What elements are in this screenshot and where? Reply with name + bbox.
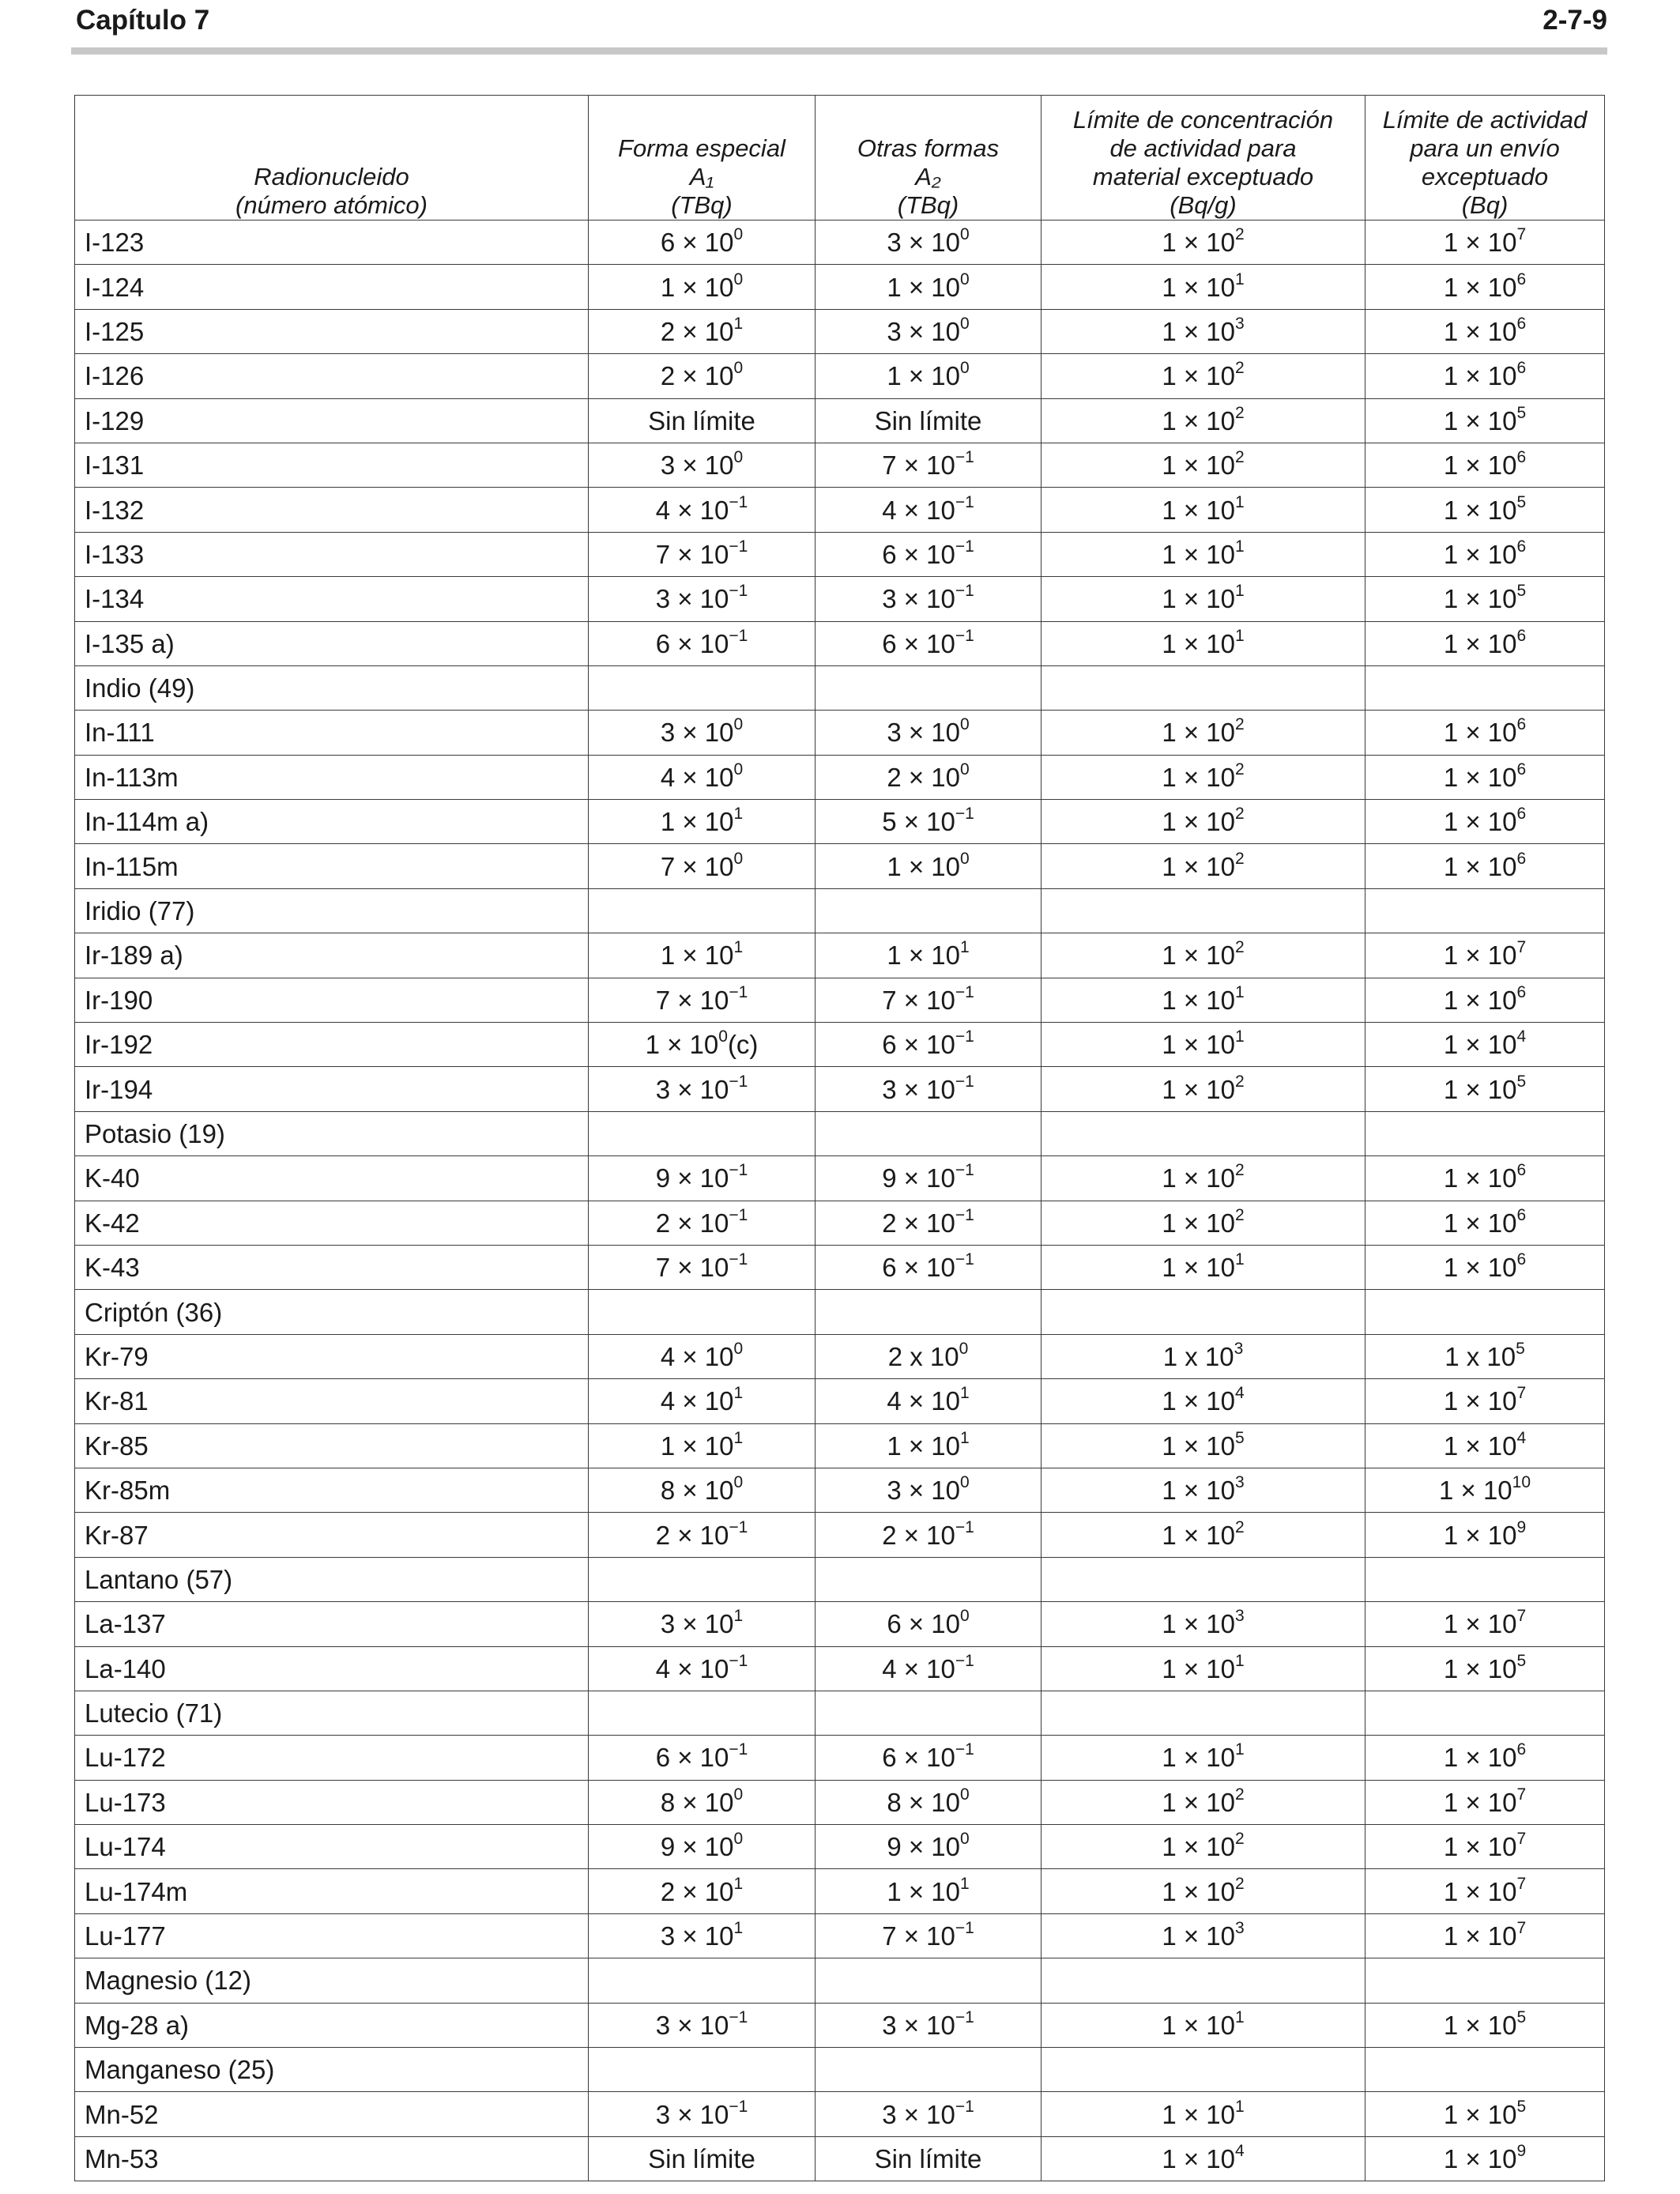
activity-limit-cell: $1 \times 10^6$: [1365, 1245, 1605, 1289]
header-line: Otras formas: [857, 134, 1000, 162]
radionuclide-cell: Kr-81: [75, 1379, 589, 1423]
special-form-a1-cell: $3 \times 10^0$: [589, 443, 816, 487]
other-forms-a2-cell: $1 \times 10^0$: [816, 354, 1042, 398]
radionuclide-cell: I-123: [75, 221, 589, 265]
concentration-limit-cell: [1042, 1691, 1365, 1735]
activity-limit-cell: $1 \times 10^5$: [1365, 398, 1605, 443]
header-line: (Bq): [1461, 191, 1509, 219]
other-forms-a2-cell: $1 \times 10^1$: [816, 1869, 1042, 1913]
table-row: [75, 2136, 1605, 2181]
activity-limit-cell: [1365, 1111, 1605, 1155]
table-row: [75, 443, 1605, 487]
activity-limit-cell: $1 \times 10^5$: [1365, 488, 1605, 532]
radionuclide-cell: Manganeso (25): [75, 2048, 589, 2092]
radionuclide-cell: Kr-79: [75, 1334, 589, 1378]
concentration-limit-cell: [1042, 665, 1365, 710]
concentration-limit-cell: $1 \times 10^2$: [1042, 1156, 1365, 1201]
special-form-a1-cell: $1 \times 10^0$: [589, 265, 816, 309]
activity-limit-cell: $1 \times 10^6$: [1365, 265, 1605, 309]
header-line: (Bq/g): [1170, 191, 1237, 219]
other-forms-a2-cell: $7 \times 10^{-1}$: [816, 443, 1042, 487]
radionuclide-cell: Lantano (57): [75, 1557, 589, 1601]
special-form-a1-cell: $8 \times 10^0$: [589, 1468, 816, 1512]
other-forms-a2-cell: $2 \times 10^{-1}$: [816, 1201, 1042, 1245]
other-forms-a2-cell: $6 \times 10^{-1}$: [816, 1245, 1042, 1289]
element-group-row: [75, 1958, 1605, 2003]
radionuclide-cell: Ir-189 a): [75, 933, 589, 978]
radionuclide-cell: K-43: [75, 1245, 589, 1289]
concentration-limit-cell: $1 \times 10^1$: [1042, 1646, 1365, 1691]
table-row: [75, 577, 1605, 621]
activity-limit-cell: $1 \times 10^6$: [1365, 443, 1605, 487]
special-form-a1-cell: $3 \times 10^1$: [589, 1913, 816, 1958]
other-forms-a2-cell: $4 \times 10^1$: [816, 1379, 1042, 1423]
header-line: Radionucleido: [254, 163, 409, 190]
activity-limit-cell: 1 x $10^5$: [1365, 1334, 1605, 1378]
radionuclide-cell: I-135 a): [75, 621, 589, 665]
concentration-limit-cell: [1042, 1958, 1365, 2003]
special-form-a1-cell: $2 \times 10^{-1}$: [589, 1201, 816, 1245]
activity-limit-cell: $1 \times 10^5$: [1365, 577, 1605, 621]
table-row: [75, 1245, 1605, 1289]
special-form-a1-cell: $2 \times 10^0$: [589, 354, 816, 398]
other-forms-a2-cell: [816, 888, 1042, 933]
table-row: [75, 309, 1605, 353]
other-forms-a2-cell: $7 \times 10^{-1}$: [816, 978, 1042, 1022]
table-row: [75, 1602, 1605, 1646]
other-forms-a2-cell: $2 \times 10^{-1}$: [816, 1513, 1042, 1557]
special-form-a1-cell: $9 \times 10^{-1}$: [589, 1156, 816, 1201]
special-form-a1-cell: Sin límite: [589, 398, 816, 443]
chapter-title: Capítulo 7: [76, 5, 210, 36]
table-row: [75, 1913, 1605, 1958]
other-forms-a2-cell: $5 \times 10^{-1}$: [816, 800, 1042, 844]
concentration-limit-cell: [1042, 2048, 1365, 2092]
activity-limit-cell: $1 \times 10^7$: [1365, 1869, 1605, 1913]
other-forms-a2-cell: $3 \times 10^0$: [816, 1468, 1042, 1512]
special-form-a1-cell: $3 \times 10^{-1}$: [589, 577, 816, 621]
concentration-limit-cell: [1042, 888, 1365, 933]
radionuclide-cell: Potasio (19): [75, 1111, 589, 1155]
activity-limit-cell: [1365, 1290, 1605, 1334]
header-line: A₂: [915, 163, 941, 190]
activity-limit-cell: $1 \times 10^6$: [1365, 755, 1605, 799]
element-group-row: [75, 1557, 1605, 1601]
header-rule: [71, 47, 1607, 55]
activity-limit-cell: $1 \times 10^5$: [1365, 1646, 1605, 1691]
special-form-a1-cell: [589, 665, 816, 710]
concentration-limit-cell: $1 \times 10^3$: [1042, 1913, 1365, 1958]
other-forms-a2-cell: Sin límite: [816, 398, 1042, 443]
concentration-limit-cell: $1 \times 10^5$: [1042, 1423, 1365, 1468]
other-forms-a2-cell: $3 \times 10^0$: [816, 309, 1042, 353]
activity-limit-cell: $1 \times 10^7$: [1365, 933, 1605, 978]
radionuclide-cell: Mg-28 a): [75, 2003, 589, 2047]
activity-limit-cell: $1 \times 10^5$: [1365, 2092, 1605, 2136]
radionuclide-cell: Criptón (36): [75, 1290, 589, 1334]
radionuclide-cell: Lu-174m: [75, 1869, 589, 1913]
element-group-row: [75, 2048, 1605, 2092]
header-other-forms: [816, 96, 1042, 221]
concentration-limit-cell: $1 \times 10^2$: [1042, 800, 1365, 844]
concentration-limit-cell: $1 \times 10^2$: [1042, 711, 1365, 755]
table-row: [75, 398, 1605, 443]
radionuclide-cell: In-114m a): [75, 800, 589, 844]
page-header: [71, 3, 1607, 47]
activity-limit-cell: $1 \times 10^7$: [1365, 1379, 1605, 1423]
special-form-a1-cell: $2 \times 10^1$: [589, 309, 816, 353]
radionuclide-cell: Lu-174: [75, 1825, 589, 1869]
other-forms-a2-cell: [816, 1111, 1042, 1155]
table-row: [75, 1513, 1605, 1557]
concentration-limit-cell: $1 \times 10^2$: [1042, 1869, 1365, 1913]
table-row: [75, 1825, 1605, 1869]
concentration-limit-cell: 1 x $10^3$: [1042, 1334, 1365, 1378]
header-special-form: [589, 96, 816, 221]
special-form-a1-cell: $4 \times 10^{-1}$: [589, 488, 816, 532]
other-forms-a2-cell: $9 \times 10^{-1}$: [816, 1156, 1042, 1201]
header-line: de actividad para: [1109, 134, 1297, 162]
radionuclide-cell: I-125: [75, 309, 589, 353]
radionuclide-cell: La-140: [75, 1646, 589, 1691]
header-line: A₁: [689, 163, 714, 190]
other-forms-a2-cell: [816, 2048, 1042, 2092]
table-row: [75, 1067, 1605, 1111]
table-row: [75, 1780, 1605, 1824]
table-row: [75, 800, 1605, 844]
concentration-limit-cell: $1 \times 10^1$: [1042, 621, 1365, 665]
special-form-a1-cell: $8 \times 10^0$: [589, 1780, 816, 1824]
table-row: [75, 1023, 1605, 1067]
activity-limit-cell: [1365, 1691, 1605, 1735]
concentration-limit-cell: $1 \times 10^2$: [1042, 1825, 1365, 1869]
header-line: exceptuado: [1421, 163, 1549, 190]
table-body: [75, 221, 1605, 2181]
other-forms-a2-cell: $3 \times 10^{-1}$: [816, 2092, 1042, 2136]
concentration-limit-cell: $1 \times 10^2$: [1042, 844, 1365, 888]
activity-limit-cell: $1 \times 10^4$: [1365, 1423, 1605, 1468]
concentration-limit-cell: $1 \times 10^1$: [1042, 488, 1365, 532]
radionuclide-cell: Ir-192: [75, 1023, 589, 1067]
activity-limit-cell: $1 \times 10^7$: [1365, 1780, 1605, 1824]
radionuclide-cell: Kr-85m: [75, 1468, 589, 1512]
activity-limit-cell: $1 \times 10^6$: [1365, 1736, 1605, 1780]
concentration-limit-cell: $1 \times 10^2$: [1042, 398, 1365, 443]
other-forms-a2-cell: $3 \times 10^{-1}$: [816, 1067, 1042, 1111]
concentration-limit-cell: $1 \times 10^1$: [1042, 1245, 1365, 1289]
activity-limit-cell: $1 \times 10^7$: [1365, 1825, 1605, 1869]
activity-limit-cell: $1 \times 10^7$: [1365, 1913, 1605, 1958]
other-forms-a2-cell: [816, 1557, 1042, 1601]
other-forms-a2-cell: $3 \times 10^{-1}$: [816, 2003, 1042, 2047]
other-forms-a2-cell: $1 \times 10^0$: [816, 844, 1042, 888]
other-forms-a2-cell: $4 \times 10^{-1}$: [816, 488, 1042, 532]
activity-limit-cell: [1365, 1958, 1605, 2003]
concentration-limit-cell: $1 \times 10^4$: [1042, 2136, 1365, 2181]
radionuclide-cell: In-111: [75, 711, 589, 755]
radionuclide-cell: I-124: [75, 265, 589, 309]
concentration-limit-cell: $1 \times 10^2$: [1042, 755, 1365, 799]
other-forms-a2-cell: $1 \times 10^1$: [816, 933, 1042, 978]
table-row: [75, 2003, 1605, 2047]
special-form-a1-cell: [589, 1691, 816, 1735]
radionuclide-cell: Lutecio (71): [75, 1691, 589, 1735]
other-forms-a2-cell: $7 \times 10^{-1}$: [816, 1913, 1042, 1958]
other-forms-a2-cell: [816, 1958, 1042, 2003]
activity-limit-cell: $1 \times 10^6$: [1365, 978, 1605, 1022]
special-form-a1-cell: [589, 1557, 816, 1601]
table-row: [75, 1736, 1605, 1780]
special-form-a1-cell: $9 \times 10^0$: [589, 1825, 816, 1869]
other-forms-a2-cell: $3 \times 10^0$: [816, 711, 1042, 755]
special-form-a1-cell: $4 \times 10^{-1}$: [589, 1646, 816, 1691]
special-form-a1-cell: $1 \times 10^1$: [589, 933, 816, 978]
radionuclide-cell: Kr-87: [75, 1513, 589, 1557]
radionuclide-cell: I-134: [75, 577, 589, 621]
header-line: (TBq): [897, 191, 959, 219]
concentration-limit-cell: $1 \times 10^3$: [1042, 1468, 1365, 1512]
concentration-limit-cell: $1 \times 10^3$: [1042, 1602, 1365, 1646]
other-forms-a2-cell: [816, 1691, 1042, 1735]
table-row: [75, 933, 1605, 978]
concentration-limit-cell: [1042, 1290, 1365, 1334]
activity-limit-cell: $1 \times 10^6$: [1365, 844, 1605, 888]
concentration-limit-cell: $1 \times 10^4$: [1042, 1379, 1365, 1423]
activity-limit-cell: $1 \times 10^5$: [1365, 1067, 1605, 1111]
other-forms-a2-cell: $6 \times 10^{-1}$: [816, 532, 1042, 576]
radionuclide-cell: K-42: [75, 1201, 589, 1245]
activity-limit-cell: $1 \times 10^7$: [1365, 221, 1605, 265]
activity-limit-cell: $1 \times 10^4$: [1365, 1023, 1605, 1067]
header-line: material exceptuado: [1092, 163, 1314, 190]
special-form-a1-cell: $4 \times 10^0$: [589, 1334, 816, 1378]
other-forms-a2-cell: [816, 665, 1042, 710]
special-form-a1-cell: $7 \times 10^{-1}$: [589, 532, 816, 576]
header-line: Límite de concentración: [1072, 106, 1334, 134]
concentration-limit-cell: $1 \times 10^2$: [1042, 933, 1365, 978]
special-form-a1-cell: $1 \times 10^1$: [589, 1423, 816, 1468]
table-row: [75, 621, 1605, 665]
concentration-limit-cell: $1 \times 10^2$: [1042, 354, 1365, 398]
special-form-a1-cell: [589, 1111, 816, 1155]
special-form-a1-cell: $7 \times 10^{-1}$: [589, 1245, 816, 1289]
table-row: [75, 844, 1605, 888]
other-forms-a2-cell: $6 \times 10^{-1}$: [816, 621, 1042, 665]
concentration-limit-cell: $1 \times 10^2$: [1042, 443, 1365, 487]
activity-limit-cell: $1 \times 10^9$: [1365, 1513, 1605, 1557]
other-forms-a2-cell: Sin límite: [816, 2136, 1042, 2181]
header-radionuclide: [75, 96, 589, 221]
special-form-a1-cell: $1 \times 10^0(c)$: [589, 1023, 816, 1067]
header-activity-limit: [1365, 96, 1605, 221]
special-form-a1-cell: $2 \times 10^{-1}$: [589, 1513, 816, 1557]
header-line: (TBq): [671, 191, 733, 219]
other-forms-a2-cell: $6 \times 10^{-1}$: [816, 1736, 1042, 1780]
activity-limit-cell: $1 \times 10^6$: [1365, 1201, 1605, 1245]
activity-limit-cell: [1365, 1557, 1605, 1601]
table-row: [75, 1201, 1605, 1245]
radionuclide-cell: I-126: [75, 354, 589, 398]
concentration-limit-cell: $1 \times 10^1$: [1042, 2092, 1365, 2136]
special-form-a1-cell: $2 \times 10^1$: [589, 1869, 816, 1913]
activity-limit-cell: $1 \times 10^6$: [1365, 1156, 1605, 1201]
concentration-limit-cell: $1 \times 10^3$: [1042, 309, 1365, 353]
special-form-a1-cell: [589, 888, 816, 933]
special-form-a1-cell: $4 \times 10^0$: [589, 755, 816, 799]
activity-limit-cell: $1 \times 10^6$: [1365, 711, 1605, 755]
special-form-a1-cell: $3 \times 10^1$: [589, 1602, 816, 1646]
table-row: [75, 1869, 1605, 1913]
concentration-limit-cell: $1 \times 10^2$: [1042, 1780, 1365, 1824]
radionuclide-cell: In-115m: [75, 844, 589, 888]
header-line: (número atómico): [235, 191, 428, 219]
special-form-a1-cell: $3 \times 10^{-1}$: [589, 2003, 816, 2047]
table-header-row: [75, 96, 1605, 221]
concentration-limit-cell: $1 \times 10^1$: [1042, 2003, 1365, 2047]
table-row: [75, 711, 1605, 755]
radionuclide-cell: Lu-172: [75, 1736, 589, 1780]
table-row: [75, 1468, 1605, 1512]
activity-limit-cell: $1 \times 10^6$: [1365, 621, 1605, 665]
concentration-limit-cell: $1 \times 10^1$: [1042, 577, 1365, 621]
activity-limit-cell: $1 \times 10^6$: [1365, 309, 1605, 353]
special-form-a1-cell: $7 \times 10^0$: [589, 844, 816, 888]
table-row: [75, 221, 1605, 265]
other-forms-a2-cell: $8 \times 10^0$: [816, 1780, 1042, 1824]
concentration-limit-cell: $1 \times 10^2$: [1042, 221, 1365, 265]
concentration-limit-cell: [1042, 1111, 1365, 1155]
other-forms-a2-cell: $1 \times 10^1$: [816, 1423, 1042, 1468]
other-forms-a2-cell: $6 \times 10^{-1}$: [816, 1023, 1042, 1067]
radionuclide-cell: La-137: [75, 1602, 589, 1646]
concentration-limit-cell: $1 \times 10^1$: [1042, 978, 1365, 1022]
other-forms-a2-cell: $3 \times 10^{-1}$: [816, 577, 1042, 621]
concentration-limit-cell: $1 \times 10^1$: [1042, 1023, 1365, 1067]
header-line: para un envío: [1410, 134, 1560, 162]
other-forms-a2-cell: [816, 1290, 1042, 1334]
activity-limit-cell: [1365, 2048, 1605, 2092]
special-form-a1-cell: $6 \times 10^{-1}$: [589, 621, 816, 665]
concentration-limit-cell: $1 \times 10^2$: [1042, 1067, 1365, 1111]
activity-limit-cell: $1 \times 10^9$: [1365, 2136, 1605, 2181]
radionuclide-cell: Mn-53: [75, 2136, 589, 2181]
table-row: [75, 532, 1605, 576]
concentration-limit-cell: $1 \times 10^1$: [1042, 265, 1365, 309]
table-row: [75, 488, 1605, 532]
page-number: 2-7-9: [1543, 5, 1607, 36]
radionuclide-cell: Ir-194: [75, 1067, 589, 1111]
special-form-a1-cell: [589, 1290, 816, 1334]
radionuclide-cell: I-129: [75, 398, 589, 443]
radionuclide-cell: Magnesio (12): [75, 1958, 589, 2003]
radionuclide-cell: I-133: [75, 532, 589, 576]
special-form-a1-cell: $1 \times 10^1$: [589, 800, 816, 844]
element-group-row: [75, 1290, 1605, 1334]
table-row: [75, 2092, 1605, 2136]
table-row: [75, 1379, 1605, 1423]
radionuclide-cell: Mn-52: [75, 2092, 589, 2136]
header-concentration-limit: [1042, 96, 1365, 221]
special-form-a1-cell: [589, 2048, 816, 2092]
radionuclide-cell: Kr-85: [75, 1423, 589, 1468]
other-forms-a2-cell: $9 \times 10^0$: [816, 1825, 1042, 1869]
table-row: [75, 978, 1605, 1022]
table-row: [75, 265, 1605, 309]
special-form-a1-cell: $6 \times 10^{-1}$: [589, 1736, 816, 1780]
other-forms-a2-cell: $2 \times 10^0$: [816, 755, 1042, 799]
header-line: Forma especial: [618, 134, 785, 162]
radionuclide-cell: I-131: [75, 443, 589, 487]
radionuclide-cell: Ir-190: [75, 978, 589, 1022]
concentration-limit-cell: $1 \times 10^1$: [1042, 1736, 1365, 1780]
table-row: [75, 1423, 1605, 1468]
other-forms-a2-cell: $1 \times 10^0$: [816, 265, 1042, 309]
other-forms-a2-cell: 2 x $10^0$: [816, 1334, 1042, 1378]
activity-limit-cell: $1 \times 10^7$: [1365, 1602, 1605, 1646]
other-forms-a2-cell: $6 \times 10^0$: [816, 1602, 1042, 1646]
table-row: [75, 354, 1605, 398]
activity-limit-cell: $1 \times 10^6$: [1365, 354, 1605, 398]
radionuclide-cell: I-132: [75, 488, 589, 532]
activity-limit-cell: [1365, 665, 1605, 710]
special-form-a1-cell: [589, 1958, 816, 2003]
element-group-row: [75, 665, 1605, 710]
table-row: [75, 1334, 1605, 1378]
table-row: [75, 1156, 1605, 1201]
concentration-limit-cell: [1042, 1557, 1365, 1601]
radionuclide-cell: K-40: [75, 1156, 589, 1201]
radionuclide-cell: Indio (49): [75, 665, 589, 710]
special-form-a1-cell: $3 \times 10^{-1}$: [589, 2092, 816, 2136]
activity-limit-cell: $1 \times 10^6$: [1365, 800, 1605, 844]
special-form-a1-cell: $3 \times 10^0$: [589, 711, 816, 755]
special-form-a1-cell: $7 \times 10^{-1}$: [589, 978, 816, 1022]
concentration-limit-cell: $1 \times 10^2$: [1042, 1201, 1365, 1245]
table-row: [75, 755, 1605, 799]
special-form-a1-cell: $4 \times 10^1$: [589, 1379, 816, 1423]
radionuclide-cell: Lu-177: [75, 1913, 589, 1958]
concentration-limit-cell: $1 \times 10^1$: [1042, 532, 1365, 576]
activity-limit-cell: $1 \times 10^5$: [1365, 2003, 1605, 2047]
element-group-row: [75, 1691, 1605, 1735]
activity-limit-cell: $1 \times 10^{10}$: [1365, 1468, 1605, 1512]
radionuclide-cell: Iridio (77): [75, 888, 589, 933]
element-group-row: [75, 888, 1605, 933]
element-group-row: [75, 1111, 1605, 1155]
other-forms-a2-cell: $3 \times 10^0$: [816, 221, 1042, 265]
radionuclide-cell: In-113m: [75, 755, 589, 799]
activity-limit-cell: [1365, 888, 1605, 933]
table-row: [75, 1646, 1605, 1691]
other-forms-a2-cell: $4 \times 10^{-1}$: [816, 1646, 1042, 1691]
radionuclide-cell: Lu-173: [75, 1780, 589, 1824]
concentration-limit-cell: $1 \times 10^2$: [1042, 1513, 1365, 1557]
activity-limit-cell: $1 \times 10^6$: [1365, 532, 1605, 576]
radionuclide-table: [74, 95, 1605, 2181]
special-form-a1-cell: $3 \times 10^{-1}$: [589, 1067, 816, 1111]
special-form-a1-cell: $6 \times 10^0$: [589, 221, 816, 265]
special-form-a1-cell: Sin límite: [589, 2136, 816, 2181]
header-line: Límite de actividad: [1382, 106, 1588, 134]
